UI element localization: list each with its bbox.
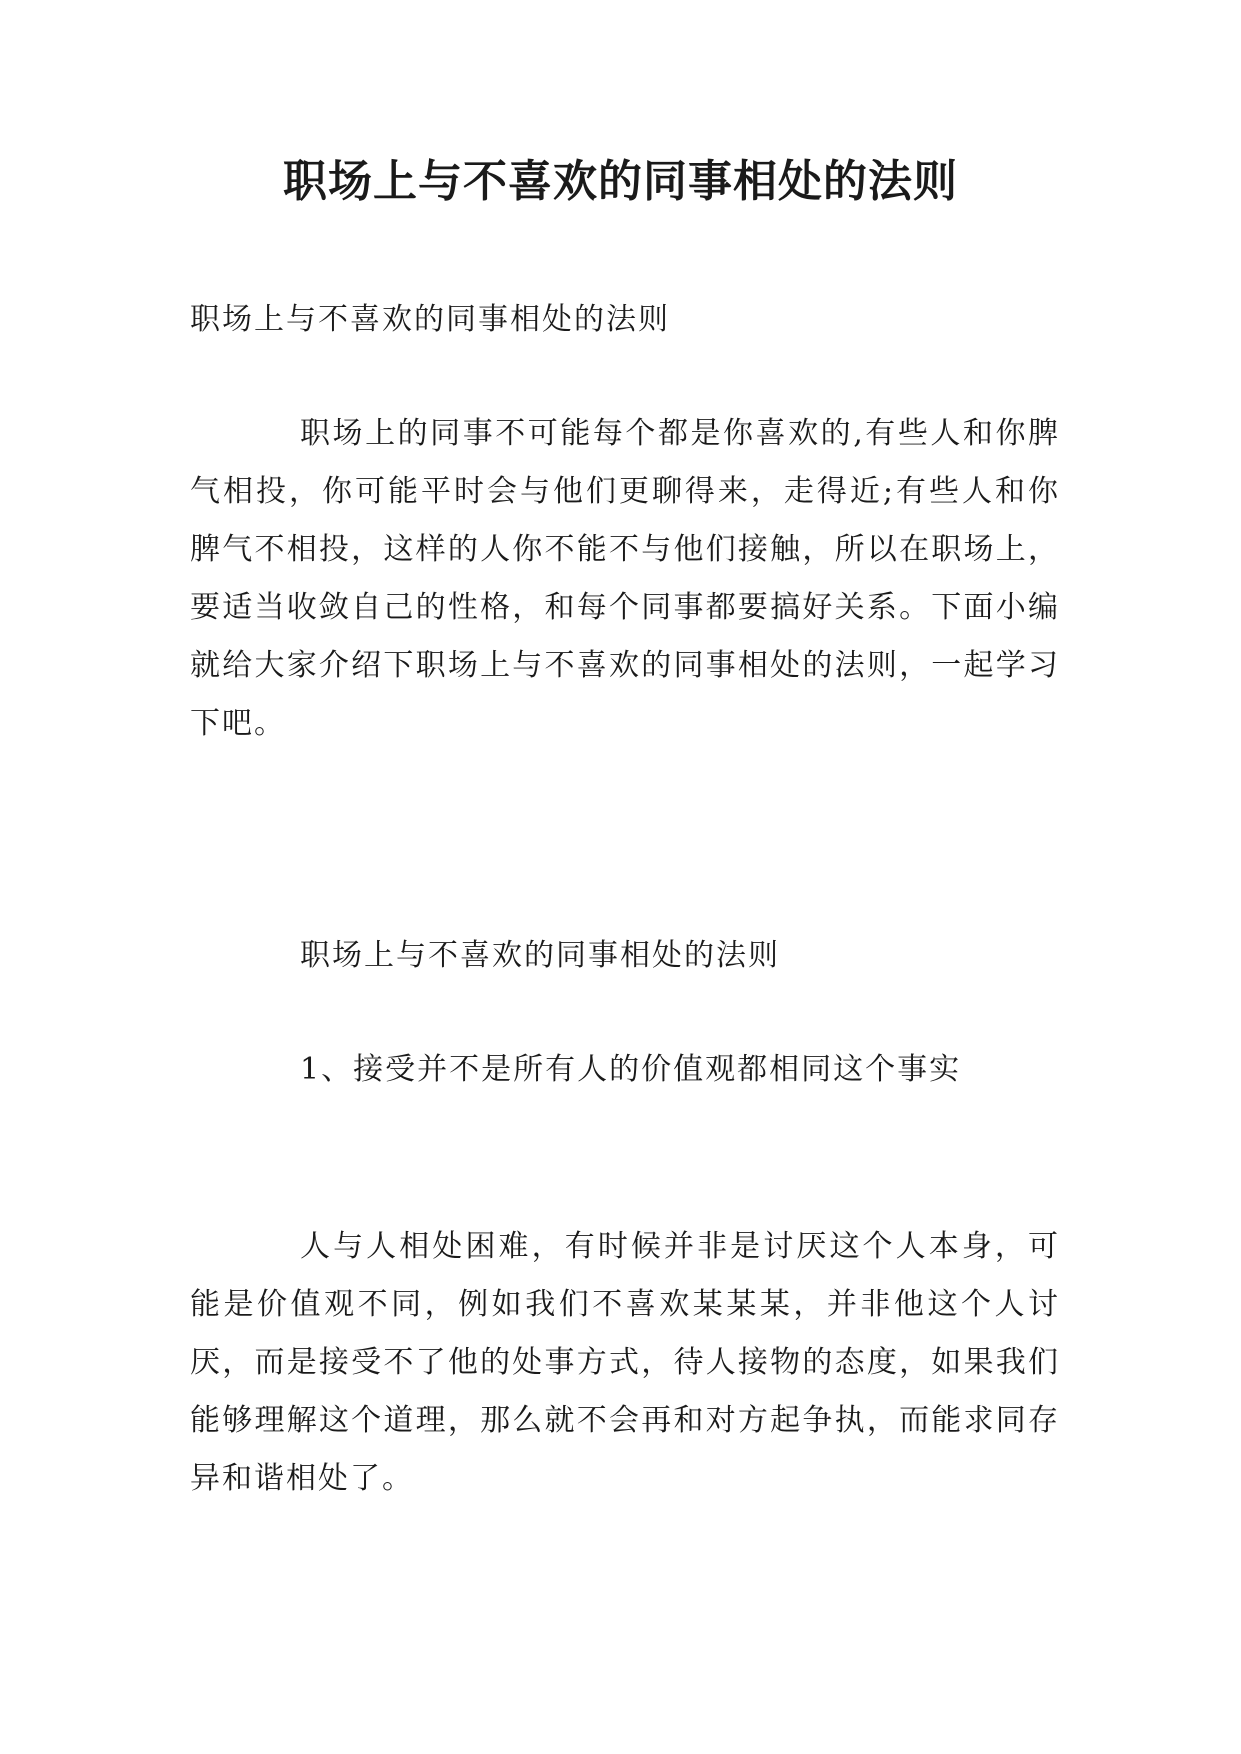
rule-1-heading: 1、接受并不是所有人的价值观都相同这个事实: [300, 1052, 962, 1087]
document-subtitle: 职场上与不喜欢的同事相处的法则: [190, 302, 670, 337]
intro-paragraph: 职场上的同事不可能每个都是你喜欢的,有些人和你脾气相投，你可能平时会与他们更聊得来，走得近;有些人和你脾气不相投，这样的人你不能不与他们接触，所以在职场上，要适当收敛自己的性格，和每个同事都要搞好关系。下面小编就给大家介绍下职场上与不喜欢的同事相处的法则，一起学习下吧。: [190, 416, 1060, 741]
section-heading: 职场上与不喜欢的同事相处的法则: [300, 938, 780, 973]
rule-1-paragraph: 人与人相处困难，有时候并非是讨厌这个人本身，可能是价值观不同，例如我们不喜欢某某某，并非他这个人讨厌，而是接受不了他的处事方式，待人接物的态度，如果我们能够理解这个道理，那么就不会再和对方起争执，而能求同存异和谐相处了。: [190, 1229, 1060, 1496]
document-title: 职场上与不喜欢的同事相处的法则: [283, 156, 958, 207]
